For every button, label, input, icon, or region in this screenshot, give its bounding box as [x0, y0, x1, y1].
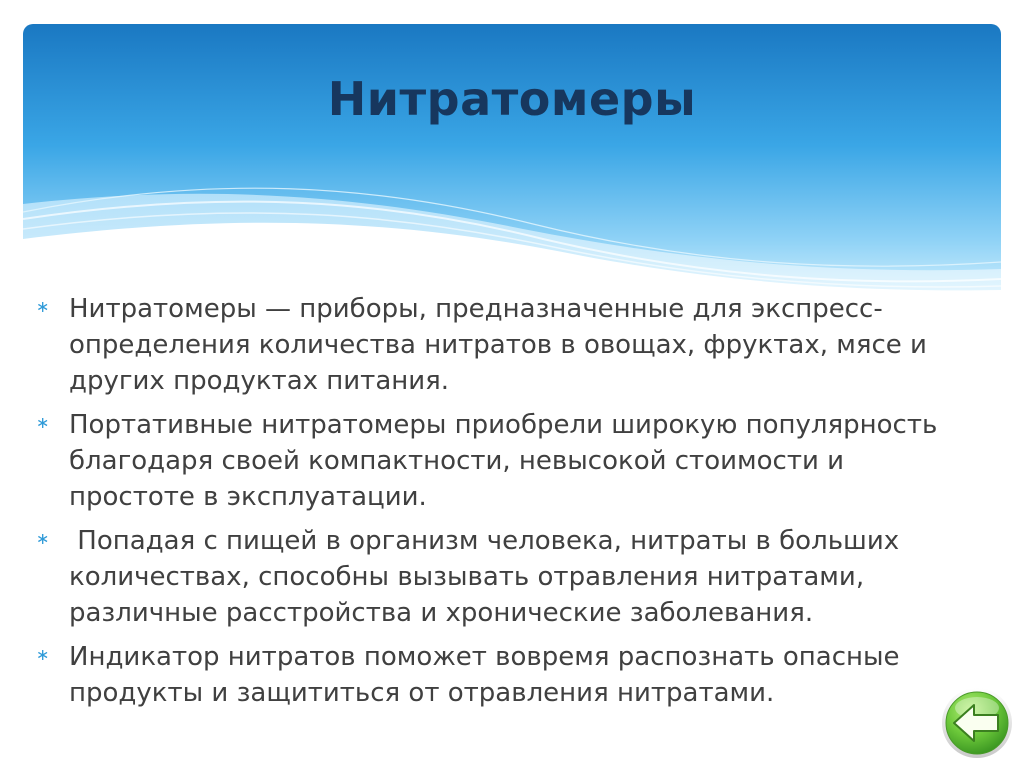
slide-title: Нитратомеры [327, 72, 697, 126]
arrow-left-icon [940, 686, 1014, 760]
back-button[interactable] [940, 686, 1014, 760]
bullet-text: Нитратомеры — приборы, предназначенные для экспресс-определения количества нитратов в овощах, фруктах, мясе и других продуктах питания. [69, 294, 927, 396]
list-item [36, 523, 976, 631]
asterisk-bullet-icon: ∗ [36, 413, 50, 432]
bullet-text: Портативные нитратомеры приобрели широкую популярность благодаря своей компактности, невысокой стоимости и простоте в эксплуатации. [69, 410, 938, 512]
bullet-list [36, 291, 976, 719]
list-item [36, 639, 976, 711]
header-banner [23, 24, 1001, 294]
bullet-text: Индикатор нитратов поможет вовремя распознать опасные продукты и защититься от отравления нитратами. [69, 642, 900, 708]
list-item [36, 291, 976, 399]
wave-decoration [23, 24, 1001, 294]
asterisk-bullet-icon: ∗ [36, 645, 50, 664]
asterisk-bullet-icon: ∗ [36, 529, 50, 548]
asterisk-bullet-icon: ∗ [36, 297, 50, 316]
bullet-text: Попадая с пищей в организм человека, нитраты в больших количествах, способны вызывать отравления нитратами, различные расстройства и хронические заболевания. [69, 526, 908, 628]
list-item [36, 407, 976, 515]
